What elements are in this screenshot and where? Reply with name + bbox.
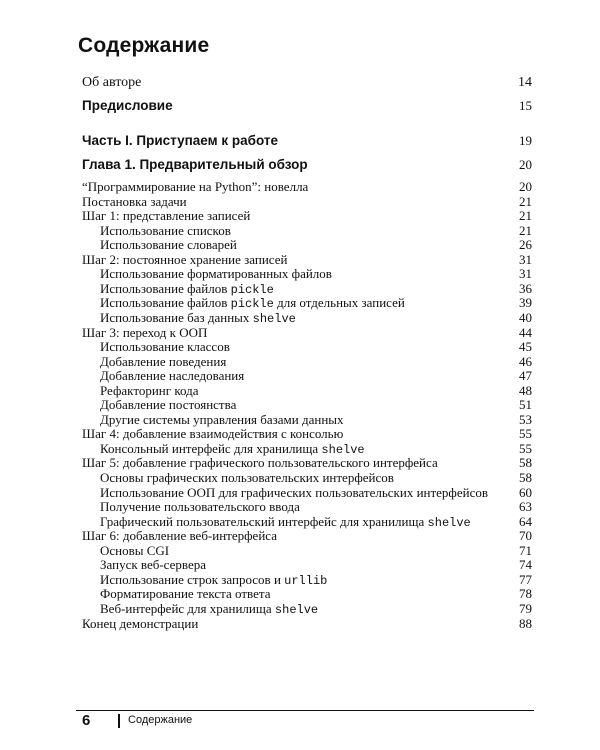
toc-entry-page: 45 [519, 339, 532, 355]
toc-entry-text: Использование баз данных [100, 310, 250, 325]
toc-entry-code: shelve [321, 442, 365, 457]
toc-entry-label [82, 267, 332, 281]
toc-entry-text: Шаг 4: добавление взаимодействия с консолью [82, 426, 344, 442]
toc-entry-label [82, 369, 244, 383]
toc-entry-text: Добавление постоянства [100, 397, 237, 413]
toc-entry-page: 74 [519, 557, 532, 573]
toc-entry-text: Использование классов [100, 339, 230, 355]
toc-entry[interactable] [82, 544, 532, 558]
footer-running-title: Содержание [128, 714, 193, 726]
toc-entry-page: 71 [519, 542, 532, 558]
toc-entry-page: 21 [519, 208, 532, 224]
toc-entry[interactable] [82, 486, 532, 500]
toc-entry-label [82, 253, 287, 267]
toc-entry[interactable] [82, 238, 532, 252]
toc-entry-page: 70 [519, 528, 532, 544]
toc-entry[interactable] [82, 369, 532, 383]
footer-page-number: 6 [82, 712, 91, 729]
toc-entry[interactable] [82, 326, 532, 340]
toc-entry-label [82, 180, 308, 194]
toc-entry-label [82, 529, 277, 543]
toc-entry-page: 39 [519, 295, 532, 311]
toc-entry-label [82, 384, 199, 398]
toc-entry[interactable] [82, 384, 532, 398]
toc-entry[interactable] [82, 529, 532, 543]
toc-entry-text: Шаг 5: добавление графического пользовательского интерфейса [82, 455, 438, 471]
toc-entry-text: Другие системы управления базами данных [100, 411, 344, 427]
toc-chapter-1[interactable] [82, 157, 532, 173]
toc-entry-label [82, 500, 300, 514]
toc-entry-text: Веб-интерфейс для хранилища [100, 601, 272, 616]
toc-entry[interactable] [82, 209, 532, 223]
toc-entry-label [82, 398, 236, 412]
toc-entry-code: shelve [274, 603, 319, 617]
toc-entry[interactable] [82, 427, 532, 441]
toc-entry-page: 77 [519, 571, 532, 587]
toc-entry-page: 78 [519, 586, 532, 602]
toc-entry-label [82, 413, 344, 427]
toc-entry-text-after: для отдельных записей [277, 295, 405, 311]
footer-divider [118, 714, 120, 728]
toc-entry-text: Основы CGI [100, 542, 170, 558]
toc-entry-label [82, 209, 250, 223]
toc-entry-page: 20 [519, 157, 532, 172]
toc-entry[interactable] [82, 398, 532, 412]
toc-entry-label [82, 195, 187, 209]
toc-entry-text: Форматирование текста ответа [100, 586, 271, 602]
toc-entry[interactable] [82, 587, 532, 601]
toc-entry-page: 48 [519, 382, 532, 398]
toc-entry[interactable] [82, 224, 532, 238]
toc-entry[interactable] [82, 413, 532, 427]
toc-entry[interactable] [82, 267, 532, 281]
toc-entry-text: Консольный интерфейс для хранилища [100, 440, 319, 456]
toc-entry-text: Постановка задачи [82, 193, 187, 209]
toc-entry-text: Добавление поведения [100, 353, 227, 369]
toc-entry-label [82, 544, 169, 558]
toc-entry-label [82, 486, 488, 500]
toc-entry-page: 14 [518, 75, 532, 90]
toc-entry-page: 36 [519, 280, 532, 296]
toc-entry-page: 60 [519, 484, 532, 500]
toc-entry-text: Основы графических пользовательских интерфейсов [100, 470, 394, 485]
toc-entry-page: 79 [519, 601, 532, 616]
toc-entry-label [82, 427, 343, 441]
toc-entry-text: Шаг 6: добавление веб-интерфейса [82, 528, 277, 544]
page-title: Содержание [78, 34, 210, 57]
toc-entry-text: Использование файлов [100, 280, 228, 296]
toc-entry-text: Использование ООП для графических пользовательских интерфейсов [100, 484, 488, 500]
toc-entry-label: Часть I. Приступаем к работе [82, 133, 278, 148]
toc-entry-text: Шаг 2: постоянное хранение записей [82, 251, 288, 267]
toc-entry-label: Предисловие [82, 98, 173, 113]
toc-entry-page: 58 [519, 470, 532, 485]
toc-entry-page: 44 [519, 324, 532, 340]
toc-entry[interactable] [82, 617, 532, 631]
toc-entry-text: Запуск веб-сервера [100, 557, 206, 573]
toc-entry[interactable] [82, 340, 532, 354]
toc-entry[interactable] [82, 456, 532, 470]
toc-entry-page: 40 [519, 310, 532, 325]
toc-entry-preface[interactable] [82, 98, 532, 114]
toc-entry-page: 31 [519, 266, 532, 282]
toc-entry-page: 64 [519, 513, 532, 529]
toc-entry[interactable] [82, 500, 532, 514]
toc-entry-text: Шаг 3: переход к ООП [82, 324, 208, 340]
toc-entry-page: 46 [519, 353, 532, 369]
toc-entry-page: 53 [519, 411, 532, 427]
toc-entry-page: 19 [519, 133, 532, 148]
toc-entry[interactable] [82, 558, 532, 572]
toc-entry-page: 31 [519, 251, 532, 267]
toc-entry-label [82, 224, 231, 238]
footer-rule [76, 710, 534, 711]
toc-entry-label [82, 340, 230, 354]
toc-entry-page: 21 [519, 193, 532, 209]
toc-entry-code: shelve [427, 515, 471, 530]
toc-entry-page: 55 [519, 440, 532, 456]
toc-entry-page: 47 [519, 368, 532, 384]
toc-entry-label [82, 587, 270, 601]
toc-entry-code: pickle [230, 282, 274, 297]
toc-entry-page: 15 [519, 98, 532, 113]
toc-entry-page: 58 [519, 455, 532, 471]
toc-entry-text: Использование строк запросов и [100, 571, 281, 587]
toc-entry-text: Конец демонстрации [82, 615, 199, 631]
toc-entry-text: Графический пользовательский интерфейс для хранилища [100, 513, 425, 529]
toc-entry-code: pickle [230, 297, 274, 312]
toc-entry-page: 55 [519, 426, 532, 442]
toc-entry-text: Использование словарей [100, 237, 237, 253]
toc-entry-text: “Программирование на Python”: новелла [82, 179, 309, 194]
toc-entry-label [82, 456, 438, 470]
toc-entry-label [82, 326, 207, 340]
toc-entry-label: Глава 1. Предварительный обзор [82, 157, 308, 172]
toc-entry-label [82, 471, 394, 485]
toc-entry[interactable] [82, 355, 532, 369]
toc-entry[interactable] [82, 195, 532, 209]
toc-entry-page: 20 [519, 179, 532, 194]
toc-entry-page: 63 [519, 499, 532, 515]
toc-entry-page: 88 [519, 615, 532, 631]
toc-entry-text: Получение пользовательского ввода [100, 499, 300, 515]
toc-entry-page: 26 [519, 237, 532, 253]
toc-entry-text: Рефакторинг кода [100, 382, 199, 398]
toc-entry-label [82, 238, 237, 252]
toc-entry-label [82, 355, 226, 369]
toc-entry-about-author[interactable] [82, 75, 532, 91]
toc-entry-text: Использование форматированных файлов [100, 266, 332, 282]
toc-entry[interactable] [82, 180, 532, 194]
toc-entry-page: 51 [519, 397, 532, 413]
toc-entry-code: shelve [252, 312, 296, 326]
toc-entry-label [82, 558, 206, 572]
toc-entry[interactable] [82, 253, 532, 267]
toc-entry-text: Использование файлов [100, 295, 228, 311]
toc-entry[interactable] [82, 471, 532, 485]
toc-entry-text: Шаг 1: представление записей [82, 208, 251, 224]
toc-entry-text: Добавление наследования [100, 368, 245, 384]
toc-entry-code: urllib [284, 573, 328, 588]
toc-entry-label [82, 617, 198, 631]
toc-entry-page: 21 [519, 222, 532, 238]
toc-part-1[interactable] [82, 133, 532, 149]
toc-entry-text: Использование списков [100, 222, 231, 238]
toc-entry-label: Об авторе [82, 75, 142, 90]
